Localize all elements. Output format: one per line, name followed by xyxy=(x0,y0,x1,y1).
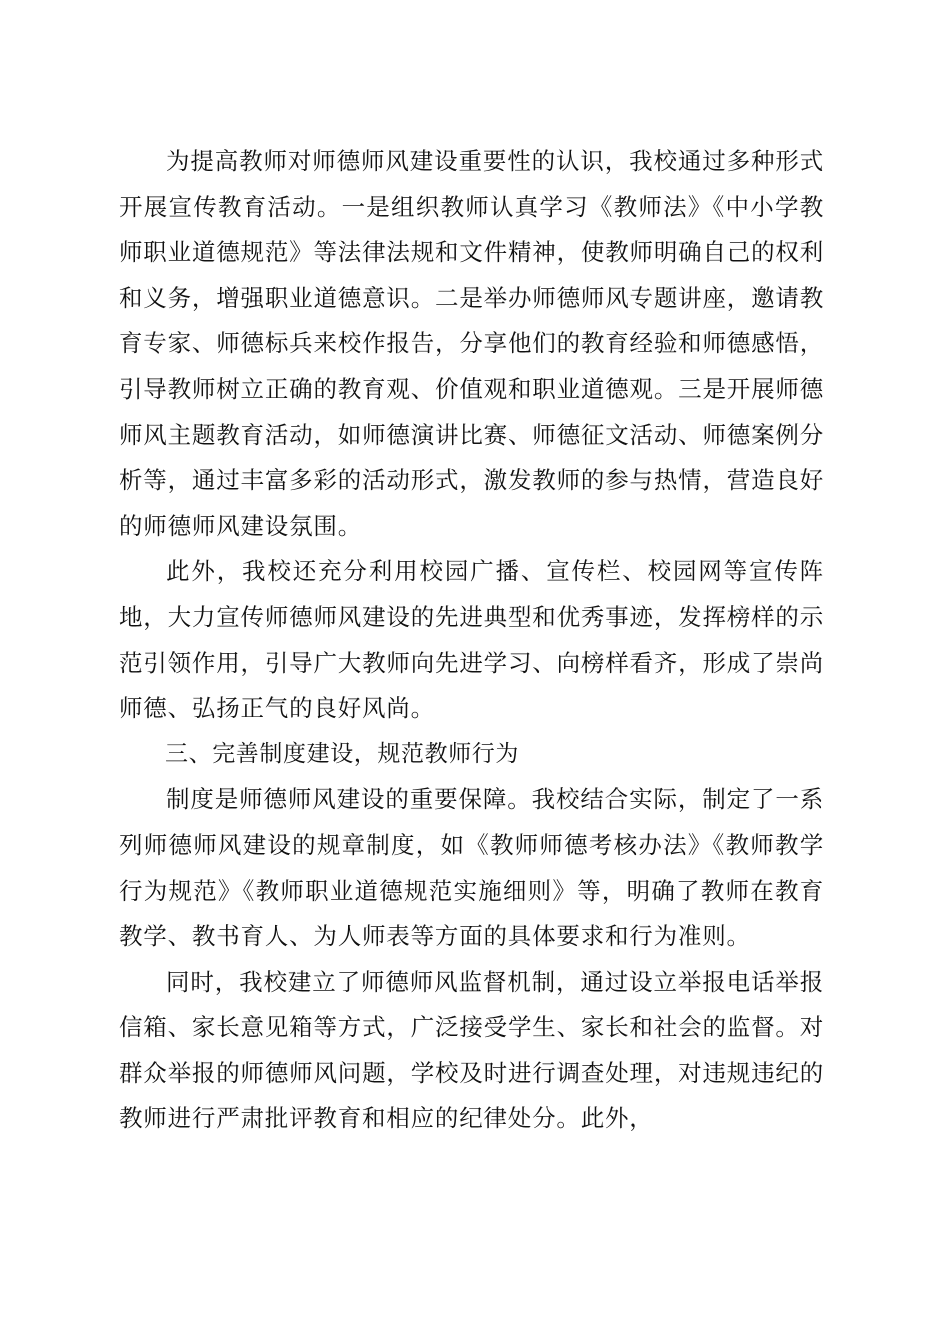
document-body xyxy=(119,139,824,1142)
paragraph-supervision: 同时，我校建立了师德师风监督机制，通过设立举报电话举报信箱、家长意见箱等方式，广泛接受学生、家长和社会的监督。对群众举报的师德师风问题，学校及时进行调查处理，对违规违纪的教师进行严肃批评教育和相应的纪律处分。此外， xyxy=(119,967,824,1133)
paragraph-publicity-channels: 此外，我校还充分利用校园广播、宣传栏、校园网等宣传阵地，大力宣传师德师风建设的先进典型和优秀事迹，发挥榜样的示范引领作用，引导广大教师向先进学习、向榜样看齐，形成了崇尚师德、弘扬正气的良好风尚。 xyxy=(119,557,824,723)
section-heading: 三、完善制度建设，规范教师行为 xyxy=(165,740,519,767)
paragraph-publicity-activities: 为提高教师对师德师风建设重要性的认识，我校通过多种形式开展宣传教育活动。一是组织教师认真学习《教师法》《中小学教师职业道德规范》等法律法规和文件精神，使教师明确自己的权利和义务，增强职业道德意识。二是举办师德师风专题讲座，邀请教育专家、师德标兵来校作报告，分享他们的教育经验和师德感悟，引导教师树立正确的教育观、价值观和职业道德观。三是开展师德师风主题教育活动，如师德演讲比赛、师德征文活动、师德案例分析等，通过丰富多彩的活动形式，激发教师的参与热情，营造良好的师德师风建设氛围。 xyxy=(119,147,824,540)
paragraph-regulations: 制度是师德师风建设的重要保障。我校结合实际，制定了一系列师德师风建设的规章制度，如《教师师德考核办法》《教师教学行为规范》《教师职业道德规范实施细则》等，明确了教师在教育教学、教书育人、为人师表等方面的具体要求和行为准则。 xyxy=(119,785,824,951)
